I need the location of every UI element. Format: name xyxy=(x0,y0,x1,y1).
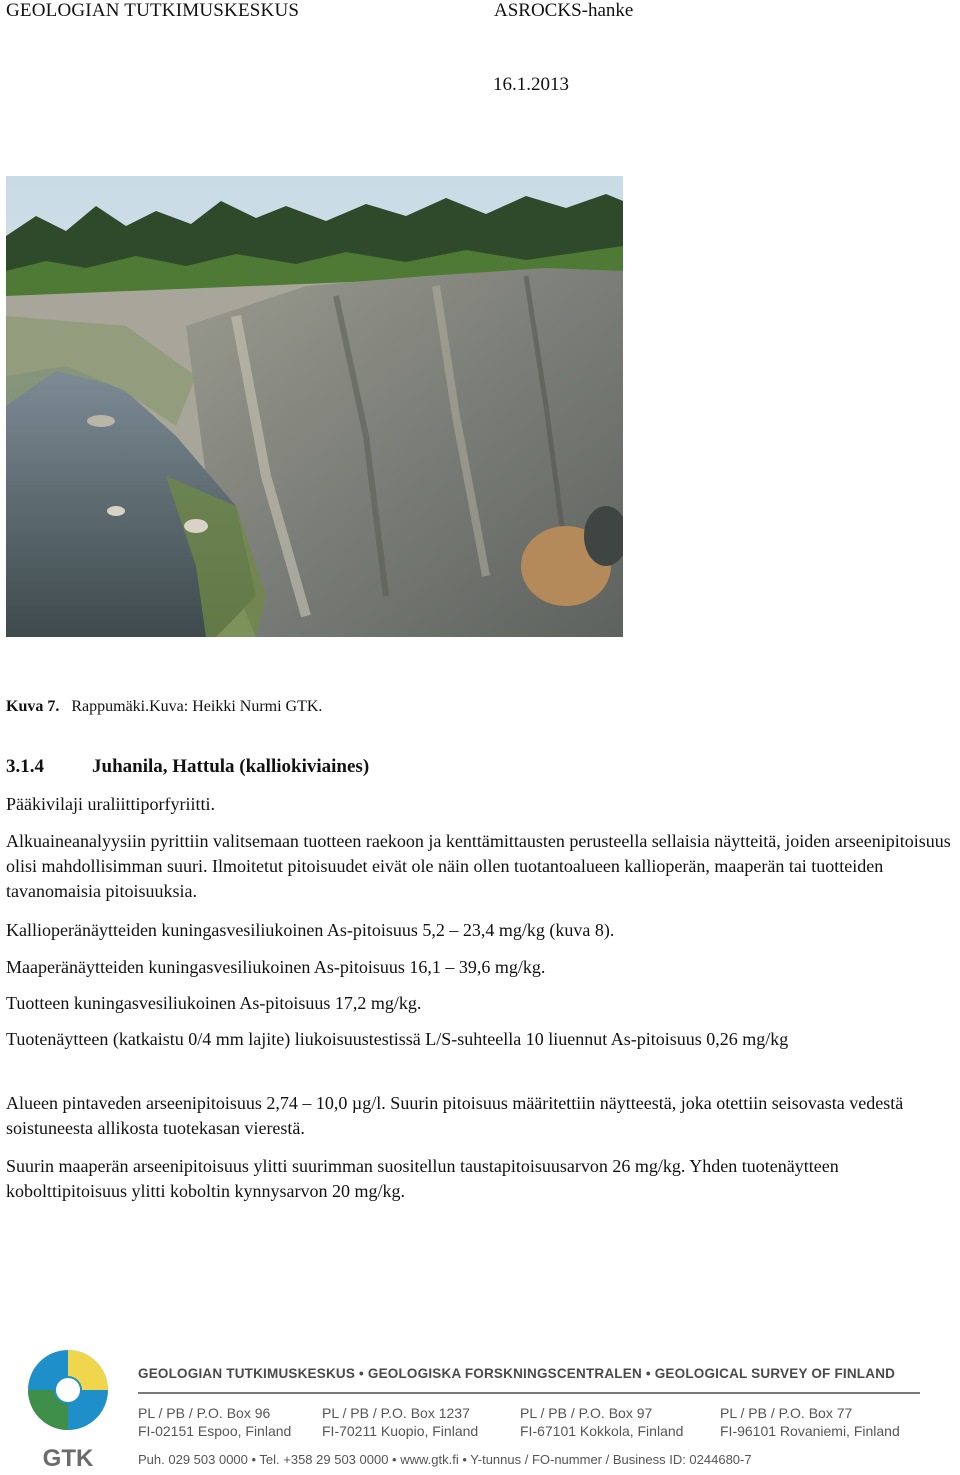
gtk-logo-text: GTK xyxy=(42,1445,94,1472)
office-city: FI-96101 Rovaniemi, Finland xyxy=(720,1423,900,1439)
paragraph: Alkuaineanalyysiin pyrittiin valitsemaan tuotteen raekoon ja kenttämittausten perusteella sellaisia näytteitä, joiden arseenipitoisuus olisi mahdollisimman suuri. Ilmoitetut pitoisuudet eivät ole näin ollen tuotantoalueen kallioperän, maaperän tai tuotteiden tavanomaisia pitoisuuksia. xyxy=(6,831,951,901)
footer-divider xyxy=(138,1392,920,1394)
footer-title: GEOLOGIAN TUTKIMUSKESKUS • GEOLOGISKA FORSKNINGSCENTRALEN • GEOLOGICAL SURVEY OF FINLAND xyxy=(138,1366,896,1381)
office-box: PL / PB / P.O. Box 96 xyxy=(138,1405,271,1421)
figure-caption xyxy=(6,698,322,716)
paragraph: Pääkivilaji uraliittiporfyriitti. xyxy=(6,794,215,814)
section-heading xyxy=(6,756,369,778)
paragraph: Alueen pintaveden arseenipitoisuus 2,74 – 10,0 µg/l. Suurin pitoisuus määritettiin näytteestä, joka otettiin seisovasta vedestä soistuneesta allikosta tuotekasan vierestä. xyxy=(6,1093,904,1138)
office-kokkola xyxy=(520,1404,683,1440)
office-city: FI-67101 Kokkola, Finland xyxy=(520,1423,684,1439)
paragraph: Kallioperänäytteiden kuningasvesiliukoinen As-pitoisuus 5,2 – 23,4 mg/kg (kuva 8). xyxy=(6,920,615,940)
office-kuopio xyxy=(322,1404,478,1440)
footer-contact: Puh. 029 503 0000 • Tel. +358 29 503 0000 • www.gtk.fi • Y-tunnus / FO-nummer / Business ID: 0244680-7 xyxy=(138,1452,752,1467)
figure-label: Kuva 7. xyxy=(6,698,60,715)
paragraph: Tuotenäytteen (katkaistu 0/4 mm lajite) liukoisuustestissä L/S-suhteella 10 liuennut As-pitoisuus 0,26 mg/kg xyxy=(6,1029,789,1049)
section-title: Juhanila, Hattula (kalliokiviaines) xyxy=(92,756,370,777)
gtk-logo xyxy=(24,1346,112,1474)
office-rovaniemi xyxy=(720,1404,900,1440)
office-city: FI-70211 Kuopio, Finland xyxy=(322,1423,479,1439)
office-box: PL / PB / P.O. Box 97 xyxy=(520,1405,653,1421)
section-number: 3.1.4 xyxy=(6,756,44,777)
header-organization: GEOLOGIAN TUTKIMUSKESKUS xyxy=(6,0,300,21)
paragraph: Maaperänäytteiden kuningasvesiliukoinen As-pitoisuus 16,1 – 39,6 mg/kg. xyxy=(6,957,546,977)
figure-caption-text: Rappumäki.Kuva: Heikki Nurmi GTK. xyxy=(71,698,323,715)
photo-rappumaki-quarry xyxy=(6,176,623,637)
office-city: FI-02151 Espoo, Finland xyxy=(138,1423,292,1439)
header-project: ASROCKS-hanke xyxy=(494,0,634,21)
footer xyxy=(0,1340,960,1475)
office-espoo xyxy=(138,1404,291,1440)
paragraph: Tuotteen kuningasvesiliukoinen As-pitoisuus 17,2 mg/kg. xyxy=(6,993,422,1013)
paragraph: Suurin maaperän arseenipitoisuus ylitti suurimman suositellun taustapitoisuusarvon 26 mg/kg. Yhden tuotenäytteen kobolttipitoisuus ylitti koboltin kynnysarvon 20 mg/kg. xyxy=(6,1156,839,1201)
office-box: PL / PB / P.O. Box 1237 xyxy=(322,1405,470,1421)
document-date: 16.1.2013 xyxy=(493,74,569,95)
office-box: PL / PB / P.O. Box 77 xyxy=(720,1405,853,1421)
